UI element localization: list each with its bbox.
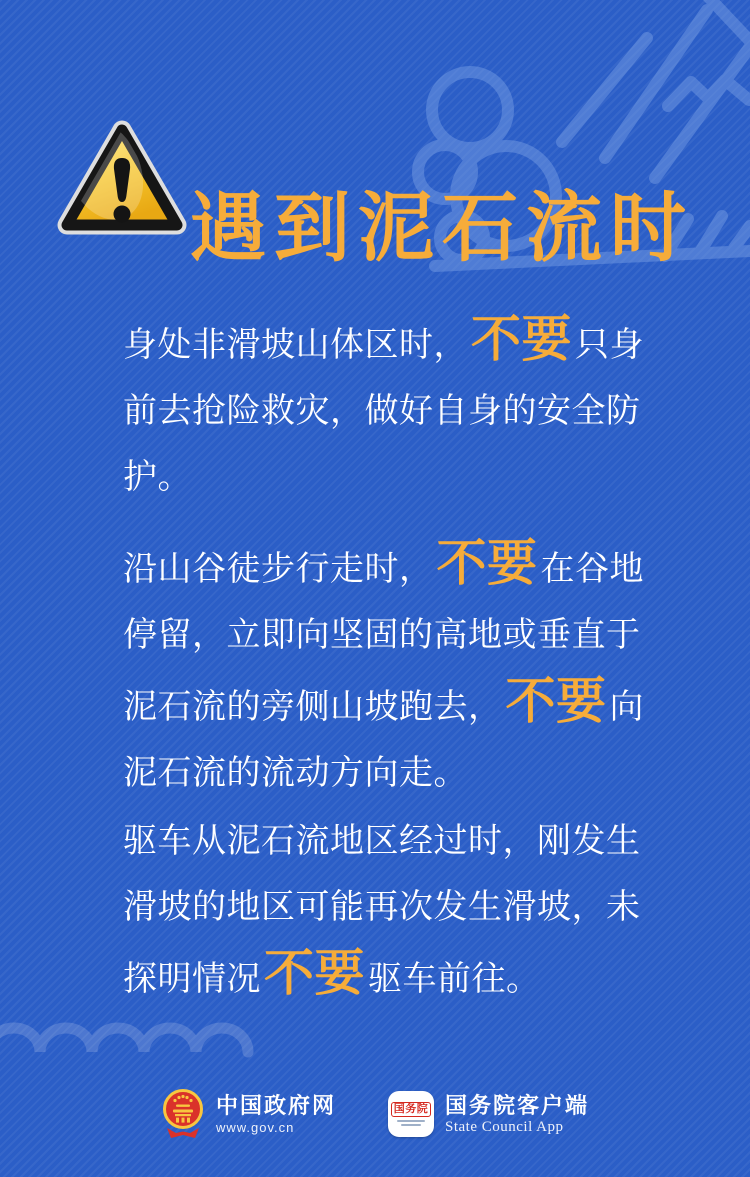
body-text: 沿山谷徒步行走时， [123,550,434,588]
emphasis-text: 不要 [471,311,572,367]
wave-lines-icon [0,1012,266,1068]
emphasis-text: 不要 [264,945,365,1001]
body-paragraph-3 [123,808,661,1012]
body-text: 驱车从泥石流地区经过时，刚发生滑坡的地区可能再次发生滑坡，未探明情况 [123,822,641,998]
app-badge-label: 国务院 [391,1102,432,1117]
body-text: 向泥石流的流动方向走。 [123,688,644,792]
gov-site-url: www.gov.cn [215,1119,295,1135]
page-title: 遇到泥石流时 [190,185,694,271]
app-icon-text-lines [397,1120,425,1126]
body-paragraph-1 [123,306,661,510]
body-text: 身处非滑坡山体区时， [123,326,468,364]
body-text: 在谷地停留，立即向坚固的高地或垂直于泥石流的旁侧山坡跑去， [123,550,644,726]
emphasis-text: 不要 [505,673,607,729]
app-subtitle: State Council App [445,1118,564,1135]
state-council-app-logo [388,1091,589,1137]
body-text: 只身前去抢险救灾，做好自身的安全防护。 [123,326,644,496]
state-council-app-icon [388,1091,434,1137]
emphasis-text: 不要 [436,535,538,591]
gov-site-name: 中国政府网 [215,1092,336,1118]
gov-website-logo [161,1088,336,1140]
app-name: 国务院客户端 [445,1092,590,1118]
body-text: 驱车前往。 [368,960,541,998]
national-emblem-icon [161,1088,205,1140]
footer [0,1088,750,1140]
body-paragraph-2 [123,530,661,806]
warning-triangle-icon [56,114,188,246]
